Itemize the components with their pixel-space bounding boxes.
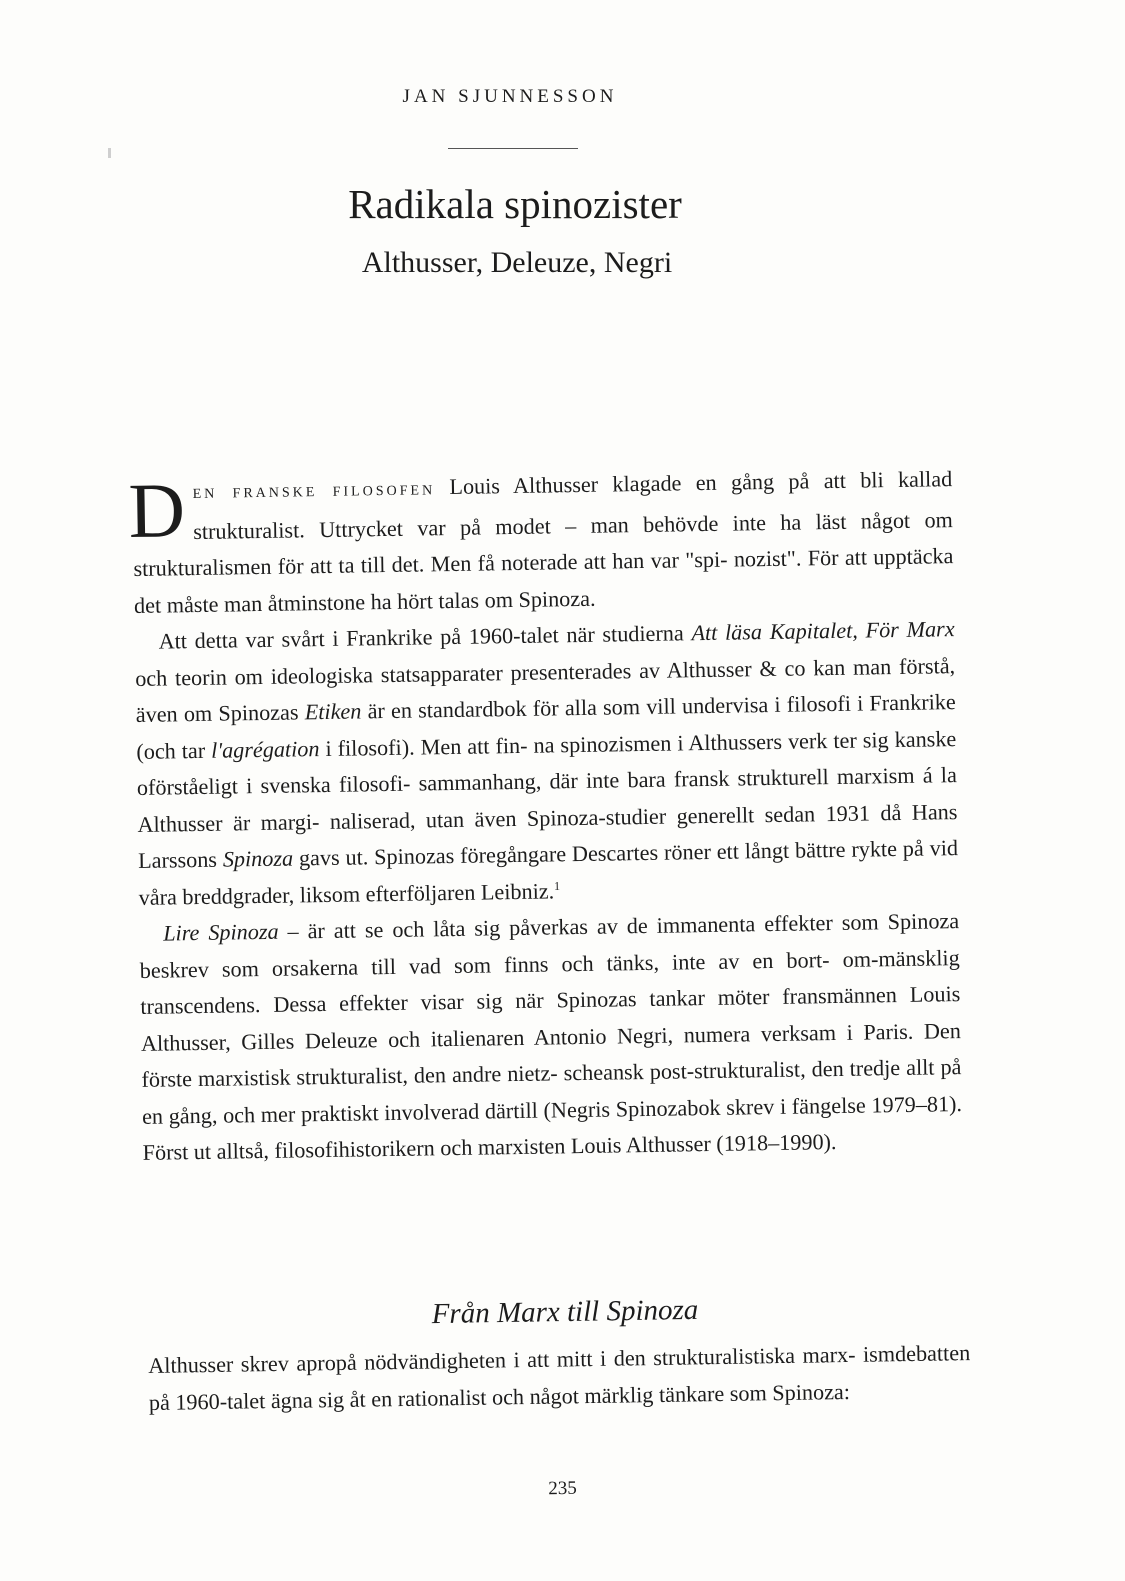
paragraph-1 bbox=[127, 461, 954, 624]
chapter-subtitle: Althusser, Deleuze, Negri bbox=[361, 246, 673, 279]
section-body bbox=[148, 1335, 971, 1421]
footnote-marker: 1 bbox=[553, 878, 561, 893]
paragraph-2-text-e: gavs ut. Spinozas föregångare Descartes röner ett långt bättre rykte på vid våra breddgrader, liksom efterföljaren Leibniz. bbox=[138, 835, 959, 910]
book-title-italic: Att läsa Kapitalet, För Marx bbox=[691, 616, 955, 646]
paragraph-2-text-b: och teorin om ideologiska statsapparater presenterades av Althusser & co kan man förstå, även om Spinozas bbox=[135, 652, 956, 727]
term-italic: l'agrégation bbox=[210, 735, 320, 763]
paragraph-2-text-d: i filosofi). Men att fin- na spinozismen i Althussers verk ter sig kanske oförståeligt i svenska filosofi- sammanhang, där inte bara fransk strukturell marxism á la Althusser är margi- naliserad, utan även Spinoza-studier generellt sedan 1931 då Hans Larssons bbox=[136, 725, 958, 873]
paragraph-3-text: – är att se och låta sig påverkas av de immanenta effekter som Spinoza beskrev som orsakerna till vad som finns och tänks, inte av en bort- om-mänsklig transcendens. Dessa effekter visar sig när Spinozas tankar möter fransmännen Louis Althusser, Gilles Deleuze och italienaren Antonio Negri, numera verksam i Paris. Den förste marxistisk strukturalist, den andre nietz- scheansk post-strukturalist, den tredje allt på en gång, och mer praktiskt involverad därtill (Negris Spinozabok skrev i fängelse 1979–81). Först ut alltså, filosofihistorikern och marxisten Louis Althusser (1918–1990). bbox=[139, 908, 963, 1165]
drop-cap: D bbox=[127, 466, 186, 555]
section-heading: Från Marx till Spinoza bbox=[431, 1293, 699, 1331]
paragraph-2 bbox=[134, 611, 958, 916]
article-body bbox=[127, 461, 963, 1171]
book-title-italic: Spinoza bbox=[222, 845, 294, 872]
lead-in-smallcaps: EN FRANSKE FILOSOFEN bbox=[192, 483, 436, 503]
scan-smudge bbox=[108, 148, 111, 158]
paragraph-2-text-a: Att detta var svårt i Frankrike på 1960-talet när studierna bbox=[158, 620, 684, 654]
chapter-title: Radikala spinozister bbox=[348, 181, 682, 227]
book-title-italic: Lire Spinoza bbox=[163, 918, 279, 946]
page-number: 235 bbox=[548, 1477, 577, 1500]
author-name: JAN SJUNNESSON bbox=[402, 86, 618, 107]
title-divider bbox=[448, 148, 578, 149]
section-paragraph: Althusser skrev apropå nödvändigheten i att mitt i den strukturalistiska marx- ismdebatten på 1960-talet ägna sig åt en rationalist och något märklig tänkare som Spinoza: bbox=[148, 1340, 971, 1415]
paragraph-3 bbox=[139, 903, 963, 1171]
paragraph-2-text-c: är en standardbok för alla som vill undervisa i filosofi i Frankrike (och tar bbox=[136, 689, 956, 764]
paragraph-1-text: Louis Althusser klagade en gång på att bli kallad strukturalist. Uttrycket var på modet – man behövde inte ha läst något om strukturalismen för att ta till det. Men få noterade att han var "spi- nozist". För att upptäcka det måste man åtminstone ha hört talas om Spinoza. bbox=[133, 466, 954, 618]
book-title-italic: Etiken bbox=[304, 698, 362, 725]
